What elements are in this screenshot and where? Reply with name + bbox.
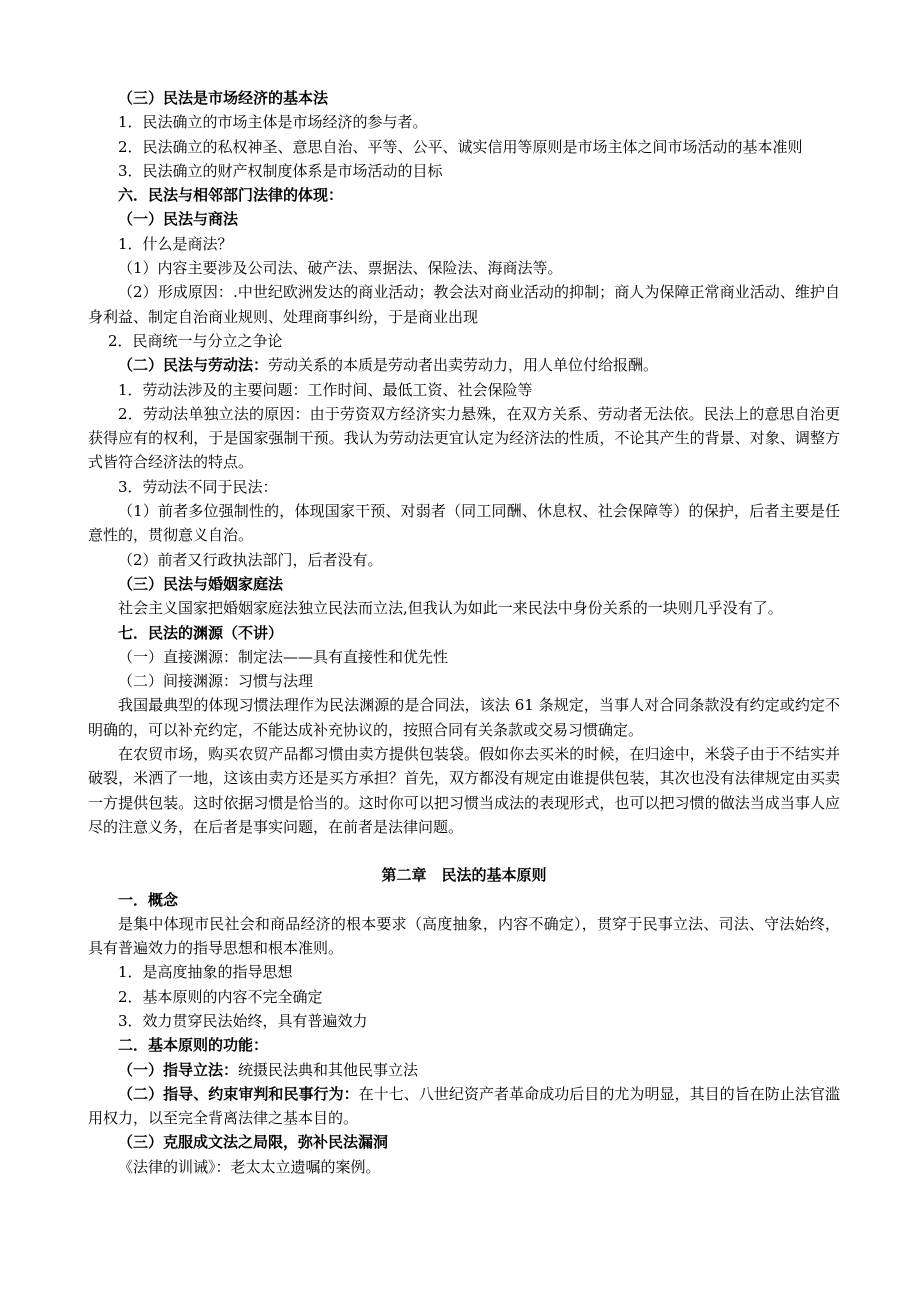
paragraph: 2．民商统一与分立之争论 — [108, 331, 283, 350]
inline-text: 劳动关系的本质是劳动者出卖劳动力，用人单位付给报酬。 — [268, 356, 659, 375]
paragraph: 1．什么是商法？ — [118, 234, 233, 253]
subsection-heading: （三）民法与婚姻家庭法 — [118, 574, 284, 593]
section-heading: 七．民法的渊源（不讲） — [118, 623, 284, 642]
paragraph: 《法律的训诫》：老太太立遗嘱的案例。 — [118, 1157, 381, 1176]
inline-heading: （二）民法与劳动法： — [118, 356, 269, 375]
paragraph: （一）直接渊源：制定法——具有直接性和优先性 — [118, 647, 449, 666]
paragraph-mixed — [88, 1058, 840, 1082]
paragraph: 1．是高度抽象的指导思想 — [118, 963, 293, 982]
paragraph: 3．劳动法不同于民法： — [118, 477, 278, 496]
paragraph: 3．效力贯穿民法始终，具有普遍效力 — [118, 1011, 368, 1030]
paragraph: 社会主义国家把婚姻家庭法独立民法而立法,但我认为如此一来民法中身份关系的一块则几乎没有了。 — [118, 599, 783, 618]
paragraph: 我国最典型的体现习惯法理作为民法渊源的是合同法，该法 61 条规定，当事人对合同条款没有约定或约定不明确的，可以补充约定，不能达成补充协议的，按照合同有关条款或交易习惯确定。 — [88, 696, 840, 739]
subsection-heading: （三）民法是市场经济的基本法 — [118, 89, 329, 107]
inline-heading: （二）指导、约束审判和民事行为： — [118, 1084, 359, 1103]
inline-text: 在十七、八世纪资产者革命成功后目的尤为明显，其目的旨在防止法官滥用权力，以至完全背离法律之基本目的。 — [88, 1084, 840, 1128]
inline-heading: （一）指导立法： — [118, 1060, 239, 1079]
paragraph-mixed — [88, 353, 840, 377]
paragraph: 1．民法确立的市场主体是市场经济的参与者。 — [118, 113, 428, 132]
paragraph: 1．劳动法涉及的主要问题：工作时间、最低工资、社会保险等 — [118, 380, 533, 399]
document-body — [88, 86, 840, 1179]
paragraph-mixed — [88, 1082, 840, 1131]
paragraph: （2）形成原因：.中世纪欧洲发达的商业活动；教会法对商业活动的抑制；商人为保障正常商业活动、维护自身利益、制定自治商业规则、处理商事纠纷，于是商业出现 — [88, 283, 840, 326]
chapter-title: 第二章 民法的基本原则 — [381, 866, 547, 885]
subsection-heading: （一）民法与商法 — [118, 210, 239, 229]
section-heading: 六．民法与相邻部门法律的体现： — [118, 186, 344, 205]
subsection-heading: （三）克服成文法之局限，弥补民法漏洞 — [118, 1133, 389, 1152]
section-heading: 一．概念 — [118, 890, 179, 909]
paragraph: 3．民法确立的财产权制度体系是市场活动的目标 — [118, 161, 443, 180]
paragraph: 2．民法确立的私权神圣、意思自治、平等、公平、诚实信用等原则是市场主体之间市场活动的基本准则 — [118, 137, 803, 156]
paragraph: 在农贸市场，购买农贸产品都习惯由卖方提供包装袋。假如你去买米的时候，在归途中，米袋子由于不结实并破裂，米洒了一地，这该由卖方还是买方承担？首先，双方都没有规定由谁提供包装，其次也没有法律规定由买卖一方提供包装。这时依据习惯是恰当的。这时你可以把习惯当成法的表现形式，也可以把习惯的做法当成当事人应尽的注意义务，在后者是事实问题，在前者是法律问题。 — [88, 745, 840, 836]
paragraph: 2．劳动法单独立法的原因：由于劳资双方经济实力悬殊，在双方关系、劳动者无法依。民法上的意思自治更获得应有的权利，于是国家强制干预。我认为劳动法更宜认定为经济法的性质，不论其产生的背景、对象、调整方式皆符合经济法的特点。 — [88, 404, 840, 472]
paragraph: （1）前者多位强制性的，体现国家干预、对弱者（同工同酬、休息权、社会保障等）的保护，后者主要是任意性的，贯彻意义自治。 — [88, 502, 840, 545]
section-heading: 二．基本原则的功能： — [118, 1036, 269, 1055]
paragraph: 2．基本原则的内容不完全确定 — [118, 987, 323, 1006]
inline-text: 统摄民法典和其他民事立法 — [238, 1060, 419, 1079]
paragraph: （1）内容主要涉及公司法、破产法、票据法、保险法、海商法等。 — [118, 259, 563, 278]
paragraph: 是集中体现市民社会和商品经济的根本要求（高度抽象，内容不确定），贯穿于民事立法、司法、守法始终，具有普遍效力的指导思想和根本准则。 — [88, 914, 840, 958]
spacer — [88, 839, 840, 863]
paragraph: （2）前者又行政执法部门，后者没有。 — [118, 550, 383, 569]
paragraph: （二）间接渊源：习惯与法理 — [118, 672, 314, 691]
